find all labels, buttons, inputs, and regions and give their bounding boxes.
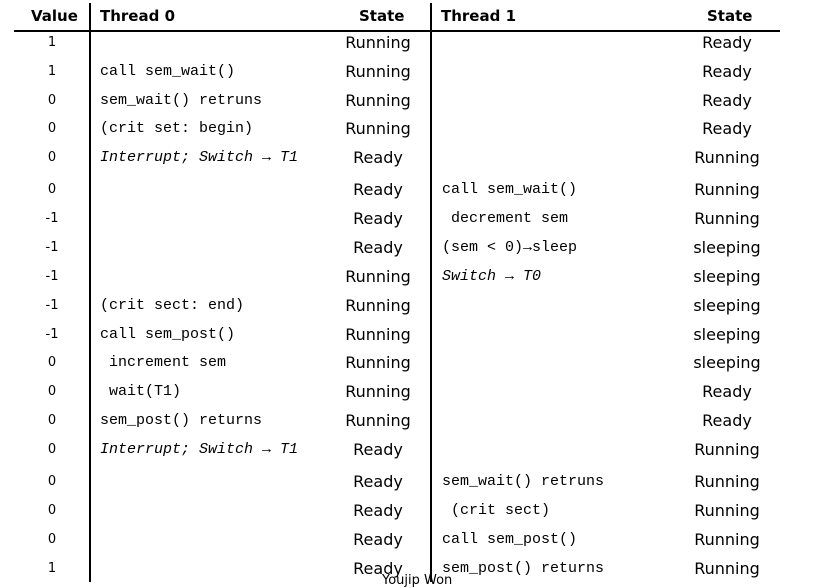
thread1-action-cell: decrement sem: [442, 210, 569, 227]
semaphore-value-cell: 1: [47, 64, 57, 79]
thread0-state-cell: Ready: [353, 559, 403, 578]
thread1-state-cell: sleeping: [693, 353, 761, 372]
semaphore-value-cell: 0: [47, 93, 57, 108]
semaphore-value-cell: 0: [47, 150, 57, 165]
author-footer: Youjip Won: [382, 573, 453, 588]
thread1-action-cell: sem_post() returns: [442, 560, 605, 577]
table-row: [0, 30, 835, 59]
thread0-state-cell: Ready: [353, 148, 403, 167]
semaphore-value-cell: 0: [47, 182, 57, 197]
thread0-action-cell: (crit set: begin): [100, 120, 254, 137]
thread1-state-cell: sleeping: [693, 267, 761, 286]
thread1-action-cell: call sem_wait(): [442, 181, 578, 198]
thread1-state-cell: sleeping: [693, 325, 761, 344]
semaphore-value-cell: 1: [47, 561, 57, 576]
thread1-state-cell: Ready: [702, 91, 752, 110]
table-row: [0, 235, 835, 264]
thread0-state-cell: Running: [345, 296, 411, 315]
thread0-action-cell: Interrupt; Switch → T1: [100, 149, 299, 166]
header-state1: State: [707, 7, 753, 25]
table-row: [0, 498, 835, 527]
header-thread0: Thread 0: [100, 7, 175, 25]
semaphore-value-cell: 1: [47, 35, 57, 50]
semaphore-value-cell: -1: [45, 211, 59, 226]
thread0-state-cell: Ready: [353, 440, 403, 459]
thread0-state-cell: Running: [345, 33, 411, 52]
thread0-state-cell: Running: [345, 411, 411, 430]
thread1-state-cell: Running: [694, 148, 760, 167]
table-row: [0, 206, 835, 235]
header-state0: State: [359, 7, 405, 25]
table-row: [0, 145, 835, 174]
thread1-state-cell: Running: [694, 440, 760, 459]
thread1-state-cell: Ready: [702, 382, 752, 401]
table-row: [0, 59, 835, 88]
thread1-state-cell: Running: [694, 209, 760, 228]
thread1-state-cell: Running: [694, 530, 760, 549]
thread0-action-cell: call sem_wait(): [100, 63, 236, 80]
semaphore-value-cell: -1: [45, 298, 59, 313]
thread0-state-cell: Running: [345, 353, 411, 372]
thread1-state-cell: sleeping: [693, 296, 761, 315]
semaphore-value-cell: 0: [47, 503, 57, 518]
table-row: [0, 88, 835, 117]
thread0-action-cell: sem_post() returns: [100, 412, 263, 429]
thread1-action-cell: (sem < 0)→sleep: [442, 239, 578, 256]
table-row: [0, 408, 835, 437]
table-row: [0, 350, 835, 379]
header-thread1: Thread 1: [441, 7, 516, 25]
semaphore-value-cell: 0: [47, 355, 57, 370]
thread0-state-cell: Ready: [353, 238, 403, 257]
table-row: [0, 437, 835, 466]
semaphore-value-cell: -1: [45, 240, 59, 255]
thread0-state-cell: Ready: [353, 180, 403, 199]
semaphore-value-cell: 0: [47, 474, 57, 489]
semaphore-value-cell: 0: [47, 442, 57, 457]
thread0-state-cell: Ready: [353, 530, 403, 549]
thread1-action-cell: (crit sect): [442, 502, 551, 519]
table-row: [0, 116, 835, 145]
thread1-state-cell: Running: [694, 501, 760, 520]
thread0-state-cell: Running: [345, 119, 411, 138]
table-row: [0, 527, 835, 556]
table-row: [0, 293, 835, 322]
thread0-action-cell: Interrupt; Switch → T1: [100, 441, 299, 458]
thread1-state-cell: Ready: [702, 411, 752, 430]
thread1-action-cell: sem_wait() retruns: [442, 473, 605, 490]
table-row: [0, 379, 835, 408]
thread1-state-cell: Ready: [702, 119, 752, 138]
thread1-action-cell: call sem_post(): [442, 531, 578, 548]
thread1-state-cell: Running: [694, 180, 760, 199]
thread1-state-cell: Running: [694, 472, 760, 491]
thread0-action-cell: sem_wait() retruns: [100, 92, 263, 109]
thread1-state-cell: Ready: [702, 62, 752, 81]
table-row: [0, 469, 835, 498]
semaphore-value-cell: 0: [47, 413, 57, 428]
semaphore-value-cell: 0: [47, 384, 57, 399]
table-row: [0, 322, 835, 351]
semaphore-value-cell: 0: [47, 532, 57, 547]
thread0-action-cell: (crit sect: end): [100, 297, 245, 314]
thread0-state-cell: Ready: [353, 501, 403, 520]
thread0-action-cell: increment sem: [100, 354, 227, 371]
thread0-state-cell: Ready: [353, 209, 403, 228]
thread1-state-cell: Running: [694, 559, 760, 578]
semaphore-value-cell: -1: [45, 269, 59, 284]
thread0-state-cell: Running: [345, 62, 411, 81]
thread0-action-cell: wait(T1): [100, 383, 182, 400]
thread0-action-cell: call sem_post(): [100, 326, 236, 343]
thread0-state-cell: Ready: [353, 472, 403, 491]
thread1-state-cell: sleeping: [693, 238, 761, 257]
semaphore-value-cell: 0: [47, 121, 57, 136]
header-value: Value: [31, 7, 78, 25]
table-row: [0, 177, 835, 206]
thread0-state-cell: Running: [345, 267, 411, 286]
thread1-state-cell: Ready: [702, 33, 752, 52]
thread0-state-cell: Running: [345, 325, 411, 344]
table-row: [0, 264, 835, 293]
semaphore-value-cell: -1: [45, 327, 59, 342]
thread0-state-cell: Running: [345, 382, 411, 401]
thread0-state-cell: Running: [345, 91, 411, 110]
thread1-action-cell: Switch → T0: [442, 268, 542, 285]
